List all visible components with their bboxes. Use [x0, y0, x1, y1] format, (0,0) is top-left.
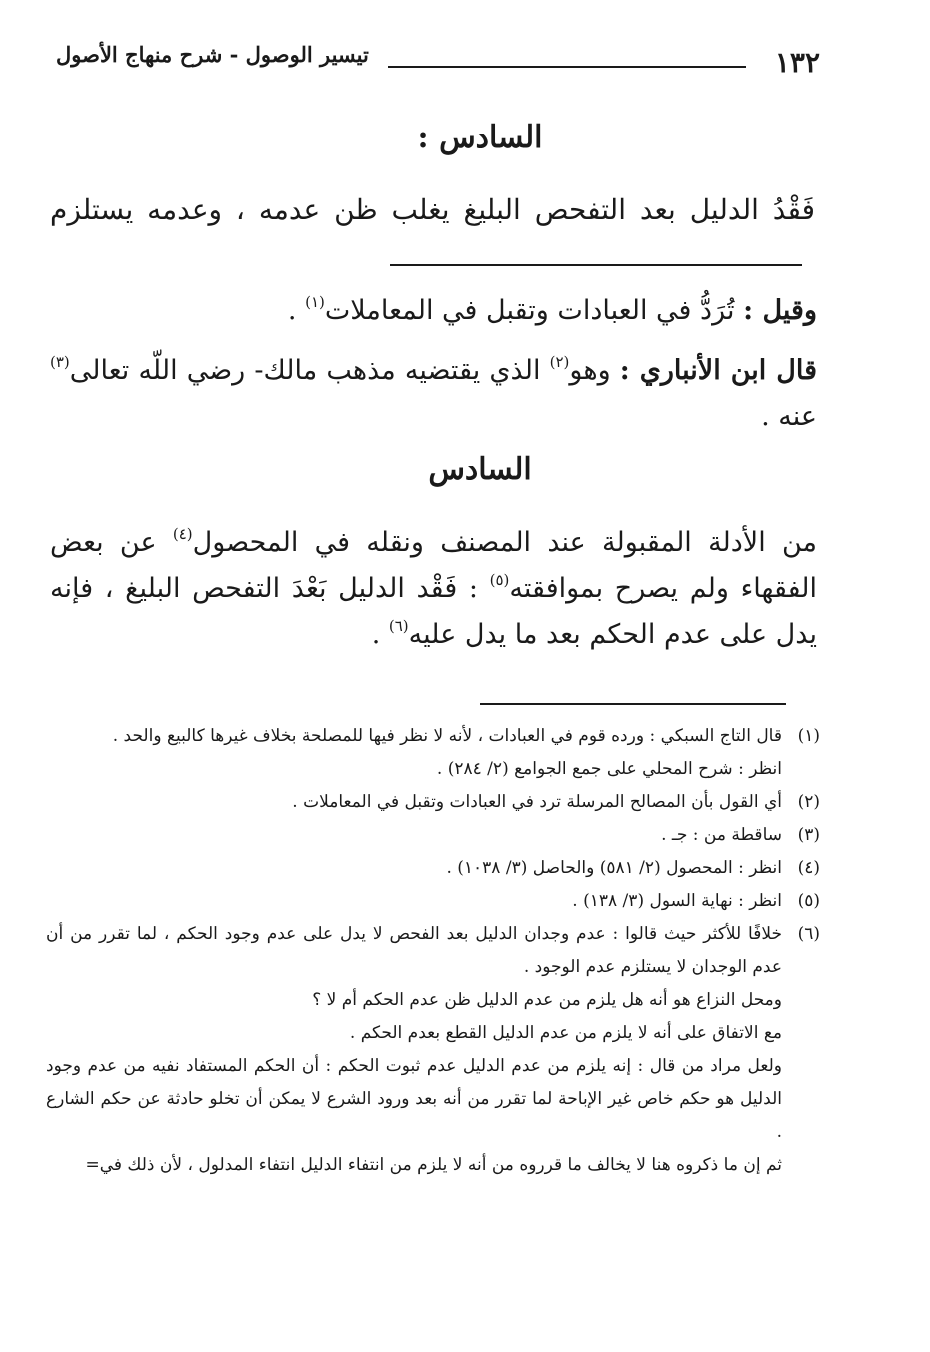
matn-text: فَقْدُ الدليل بعد التفحص البليغ يغلب ظن عدمه ، وعدمه يستلزم	[50, 193, 815, 226]
footnote-ref[interactable]: (٦)	[388, 617, 409, 635]
paragraph-text: الذي يقتضيه مذهب مالك- رضي اللّه تعالى	[69, 355, 550, 386]
paragraph-lead: قال ابن الأنباري :	[619, 355, 817, 386]
footnote	[46, 819, 820, 852]
footnote-number: (٣)	[797, 825, 820, 845]
footnote-ref[interactable]: (٥)	[489, 571, 510, 589]
footnote-number: (١)	[797, 726, 820, 746]
footnote-line: انظر : نهاية السول (٣/ ١٣٨) .	[572, 891, 782, 911]
footnote-line: ساقطة من : جـ .	[661, 825, 782, 845]
section-heading-sixth: السادس :	[417, 120, 543, 155]
footnote-line: قال التاج السبكي : ورده قوم في العبادات ، لأنه لا نظر فيها للمصلحة بخلاف غيرها كالبيع والحد .	[112, 726, 782, 746]
footnote-line: انظر : المحصول (٢/ ٥٨١) والحاصل (٣/ ١٠٣٨) .	[446, 858, 782, 878]
footnote-number: (٦)	[797, 924, 820, 944]
paragraph-text: تُرَدُّ في العبادات وتقبل في المعاملات	[324, 295, 744, 326]
running-header-title: تيسير الوصول - شرح منهاج الأصول	[56, 42, 369, 67]
commentary-paragraph-2	[50, 348, 817, 440]
footnote-number: (٢)	[797, 792, 820, 812]
footnote-line: مع الاتفاق على أنه لا يلزم من عدم الدليل القطع بعدم الحكم .	[349, 1023, 782, 1043]
commentary-paragraph-1	[50, 288, 817, 334]
footnote-number: (٤)	[797, 858, 820, 878]
paragraph-lead: وقيل :	[743, 295, 817, 326]
footnote	[46, 786, 820, 819]
footnote	[46, 885, 820, 918]
page-number: ١٣٢	[774, 46, 820, 79]
footnote-ref[interactable]: (٤)	[172, 525, 193, 543]
footnote-line: ومحل النزاع هو أنه هل يلزم من عدم الدليل ظن عدم الحكم أم لا ؟	[312, 990, 782, 1010]
paragraph-text: عن بعض الفقهاء ولم يصرح بموافقته	[50, 527, 817, 604]
footnote	[46, 918, 820, 984]
footnote-ref[interactable]: (٣)	[50, 353, 70, 371]
commentary-paragraph-3	[50, 520, 817, 658]
section-heading-sixth-commentary: السادس	[428, 452, 532, 487]
footnote-number: (٥)	[797, 891, 820, 911]
footnotes	[46, 720, 820, 1182]
footnote-line: خلافًا للأكثر حيث قالوا : عدم وجدان الدليل بعد الفحص لا يدل على عدم وجود الحكم ، لما تقرر من أن عدم الوجدان لا يستلزم عدم الوجود .	[46, 924, 782, 977]
paragraph-text: وهو	[569, 355, 620, 386]
footnote	[46, 852, 820, 885]
matn-separator-rule	[390, 264, 802, 266]
footnote	[46, 720, 820, 753]
paragraph-text: .	[287, 295, 306, 326]
footnote-line: ثم إن ما ذكروه هنا لا يخالف ما قرروه من أنه لا يلزم من انتفاء الدليل انتفاء المدلول ، لأن ذلك في=	[85, 1155, 782, 1175]
paragraph-text: : فَقْد الدليل بَعْدَ التفحص البليغ ، فإنه يدل على عدم الحكم بعد ما يدل عليه	[50, 573, 817, 650]
footnote-line: ولعل مراد من قال : إنه يلزم من عدم الدليل عدم ثبوت الحكم : أن الحكم المستفاد نفيه من عدم وجود الدليل هو حكم خاص غير الإباحة لما تقرر من أنه بعد ورود الشرع لا يمكن أن تخلو حادثة عن حكم الشارع .	[46, 1056, 782, 1142]
footnote-ref[interactable]: (١)	[305, 293, 325, 311]
paragraph-text: من الأدلة المقبولة عند المصنف ونقله في المحصول	[192, 527, 817, 558]
paragraph-text: عنه .	[761, 401, 817, 432]
paragraph-text: .	[371, 619, 389, 650]
footnote-separator-rule	[480, 703, 786, 705]
header-rule	[388, 66, 746, 68]
footnote-line: أي القول بأن المصالح المرسلة ترد في العبادات وتقبل في المعاملات .	[292, 792, 782, 812]
footnote-line: انظر : شرح المحلي على جمع الجوامع (٢/ ٢٨٤) .	[436, 759, 782, 779]
footnote-ref[interactable]: (٢)	[549, 353, 570, 371]
